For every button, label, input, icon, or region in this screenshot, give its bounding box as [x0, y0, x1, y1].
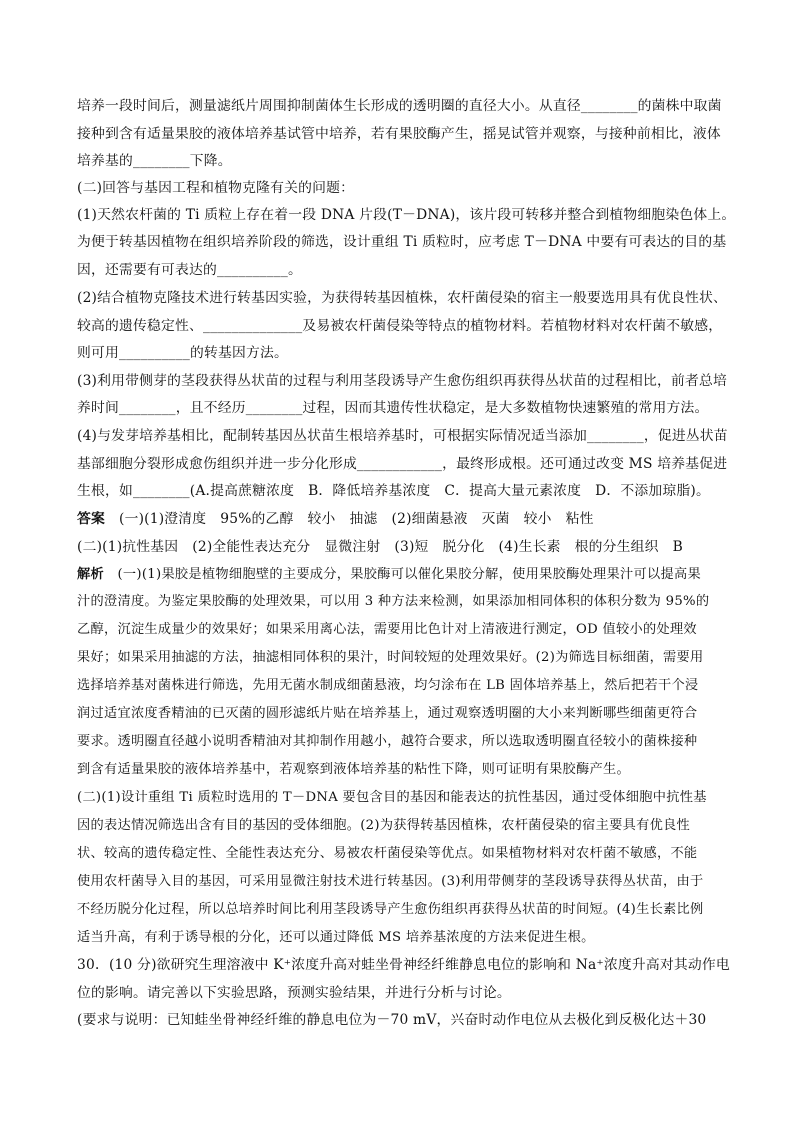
- explanation-line: 润过适宜浓度香精油的已灭菌的圆形滤纸片贴在培养基上，通过观察透明圈的大小来判断哪些细菌更符合: [77, 706, 698, 721]
- question-30-line: (要求与说明：已知蛙坐骨神经纤维的静息电位为－70 mV，兴奋时动作电位从去极化到反极化达＋30: [77, 1012, 707, 1028]
- question-30-line: 30．(10 分)欲研究生理溶液中 K⁺浓度升高对蛙坐骨神经纤维静息电位的影响和 Na⁺浓度升高对其动作电: [77, 957, 730, 973]
- text-line: 培养一段时间后，测量滤纸片周围抑制菌体生长形成的透明圈的直径大小。从直径________的菌株中取菌: [77, 98, 722, 114]
- text-line: (2)结合植物克隆技术进行转基因实验，为获得转基因植株，农杆菌侵染的宿主一般要选用具有优良性状、: [77, 290, 727, 306]
- text-line: 为便于转基因植物在组织培养阶段的筛选，设计重组 Ti 质粒时，应考虑 T－DNA 中要有可表达的目的基: [77, 234, 727, 250]
- explanation-line: 选择培养基对菌株进行筛选，先用无菌水制成细菌悬液，均匀涂布在 LB 固体培养基上，然后把若干个浸: [77, 678, 699, 693]
- text-line: (1)天然农杆菌的 Ti 质粒上存在着一段 DNA 片段(T－DNA)，该片段可转移并整合到植物细胞染色体上。: [77, 207, 736, 223]
- explanation-text: (一)(1)果胶是植物细胞壁的主要成分，果胶酶可以催化果胶分解，使用果胶酶处理果汁可以提高果: [117, 567, 701, 582]
- text-line: (3)利用带侧芽的茎段获得丛状苗的过程与利用茎段诱导产生愈伤组织再获得丛状苗的过程相比，前者总培: [77, 373, 727, 389]
- answer-label: 答案: [77, 511, 105, 527]
- answer-line: [77, 509, 594, 529]
- explanation-line: 状、较高的遗传稳定性、全能性表达充分、易被农杆菌侵染等优点。如果植物材料对农杆菌不敏感，不能: [77, 846, 698, 861]
- answer-line: (二)(1)抗性基因 (2)全能性表达充分 显微注射 (3)短 脱分化 (4)生长素 根的分生组织 B: [77, 539, 683, 555]
- explanation-line: 到含有适量果胶的液体培养基中，若观察到液体培养基的粘性下降，则可证明有果胶酶产生。: [77, 762, 630, 777]
- section-heading: (二)回答与基因工程和植物克隆有关的问题：: [77, 180, 355, 196]
- text-line: 生根，如________(A.提高蔗糖浓度 B．降低培养基浓度 C．提高大量元素浓度 D．不添加琼脂)。: [77, 483, 710, 499]
- explanation-line: (二)(1)设计重组 Ti 质粒时选用的 T－DNA 要包含目的基因和能表达的抗性基因，通过受体细胞中抗性基: [77, 790, 707, 805]
- text-line: 培养基的________下降。: [77, 153, 232, 169]
- text-line: 接种到含有适量果胶的液体培养基试管中培养，若有果胶酶产生，摇晃试管并观察，与接种前相比，液体: [77, 126, 721, 142]
- explanation-label: 解析: [77, 567, 104, 582]
- explanation-line: 果好；如果采用抽滤的方法，抽滤相同体积的果汁，时间较短的处理效果好。(2)为筛选目标细菌，需要用: [77, 650, 704, 665]
- answer-text: (一)(1)澄清度 95%的乙醇 较小 抽滤 (2)细菌悬液 灭菌 较小 粘性: [119, 511, 594, 527]
- question-30-line: 位的影响。请完善以下实验思路，预测实验结果，并进行分析与讨论。: [77, 985, 511, 1001]
- text-line: 则可用__________的转基因方法。: [77, 345, 288, 361]
- explanation-line: 使用农杆菌导入目的基因，可采用显微注射技术进行转基因。(3)利用带侧芽的茎段诱导获得丛状苗，由于: [77, 874, 704, 889]
- text-line: 养时间________，且不经历________过程，因而其遗传性状稳定，是大多数植物快速繁殖的常用方法。: [77, 400, 709, 416]
- text-line: (4)与发芽培养基相比，配制转基因丛状苗生根培养基时，可根据实际情况适当添加________，促进丛状苗: [77, 428, 728, 444]
- text-line: 较高的遗传稳定性、______________及易被农杆菌侵染等特点的植物材料。若植物材料对农杆菌不敏感，: [77, 318, 723, 334]
- explanation-line: 汁的澄清度。为鉴定果胶酶的处理效果，可以用 3 种方法来检测，如果添加相同体积的体积分数为 95%的: [77, 594, 710, 609]
- explanation-line: 因的表达情况筛选出含有目的基因的受体细胞。(2)为获得转基因植株，农杆菌侵染的宿主要具有优良性: [77, 818, 691, 833]
- explanation-line: 不经历脱分化过程，所以总培养时间比利用茎段诱导产生愈伤组织再获得丛状苗的时间短。(4)生长素比例: [77, 902, 704, 917]
- explanation-line: [77, 565, 701, 585]
- text-line: 因，还需要有可表达的__________。: [77, 262, 302, 278]
- text-line: 基部细胞分裂形成愈伤组织并进一步分化形成____________，最终形成根。还可通过改变 MS 培养基促进: [77, 456, 728, 472]
- explanation-line: 适当升高，有利于诱导根的分化，还可以通过降低 MS 培养基浓度的方法来促进生根。: [77, 930, 595, 945]
- explanation-line: 要求。透明圈直径越小说明香精油对其抑制作用越小，越符合要求，所以选取透明圈直径较小的菌株接种: [77, 734, 698, 749]
- explanation-line: 乙醇，沉淀生成量少的效果好；如果采用离心法，需要用比色计对上清液进行测定，OD 值较小的处理效: [77, 622, 697, 637]
